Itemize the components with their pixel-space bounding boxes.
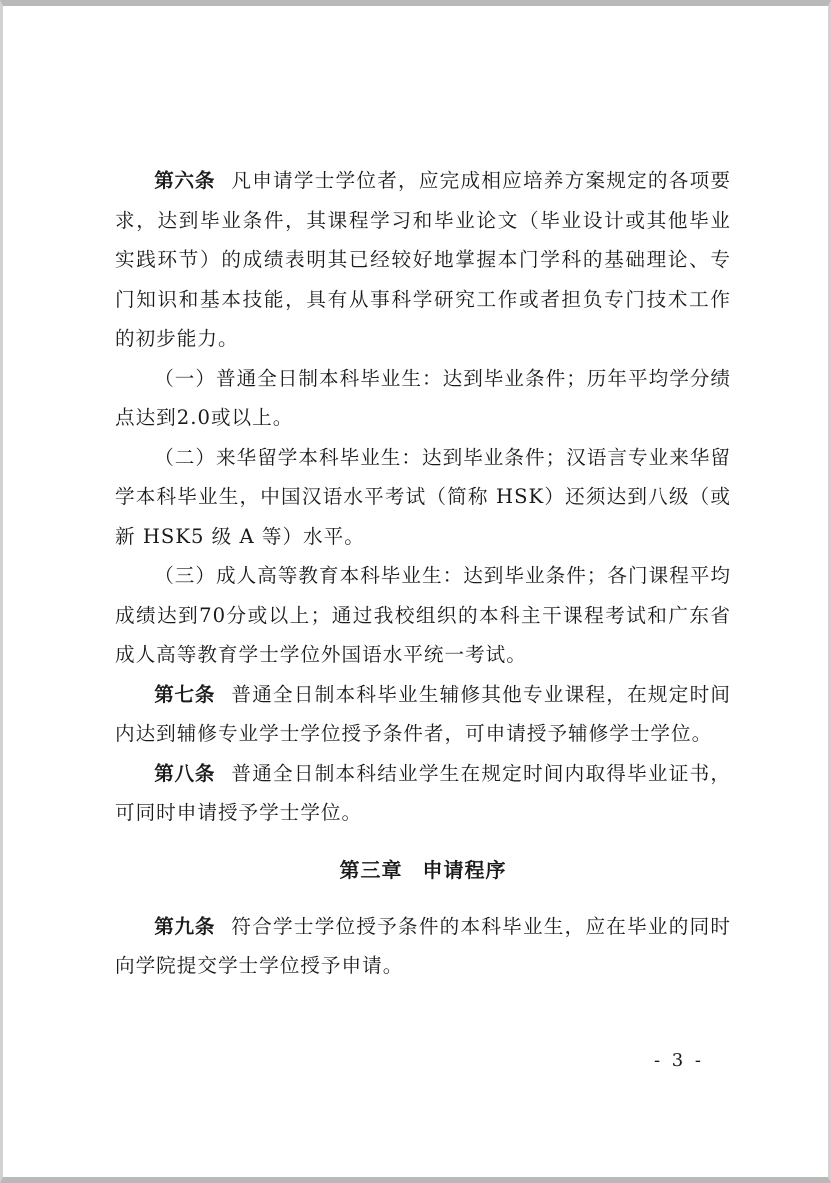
article-8	[115, 754, 731, 833]
article-6	[115, 161, 731, 359]
chapter-title: 申请程序	[422, 857, 507, 882]
article-9-text: 符合学士学位授予条件的本科毕业生，应在毕业的同时向学院提交学士学位授予申请。	[115, 914, 732, 977]
article-7-text: 普通全日制本科毕业生辅修其他专业课程，在规定时间内达到辅修专业学士学位授予条件者，可申请授予辅修学士学位。	[115, 682, 732, 745]
article-9-label: 第九条	[154, 914, 216, 938]
article-6-item-3: （三）成人高等教育本科毕业生：达到毕业条件；各门课程平均成绩达到70分或以上；通过我校组织的本科主干课程考试和广东省成人高等教育学士学位外国语水平统一考试。	[115, 564, 731, 666]
article-6-label: 第六条	[154, 169, 216, 192]
article-7	[115, 675, 731, 754]
article-6-item-2: （二）来华留学本科毕业生：达到毕业条件；汉语言专业来华留学本科毕业生，中国汉语水平考试（简称 HSK）还须达到八级（或新 HSK5 级 A 等）水平。	[115, 445, 731, 548]
article-6-text: 凡申请学士学位者，应完成相应培养方案规定的各项要求，达到毕业条件，其课程学习和毕业论文（毕业设计或其他毕业实践环节）的成绩表明其已经较好地掌握本门学科的基础理论、专门知识和基本技能，具有从事科学研究工作或者担负专门技术工作的初步能力。	[115, 169, 732, 350]
article-8-label: 第八条	[154, 761, 216, 785]
chapter-number: 第三章	[339, 857, 403, 882]
article-8-text: 普通全日制本科结业学生在规定时间内取得毕业证书，可同时申请授予学士学位。	[115, 761, 732, 824]
page-content	[115, 161, 731, 986]
article-7-label: 第七条	[154, 682, 216, 706]
page-number: - 3 -	[653, 1050, 704, 1071]
chapter-heading	[115, 855, 731, 885]
article-6-item-1: （一）普通全日制本科毕业生：达到毕业条件；历年平均学分绩点达到2.0或以上。	[115, 366, 731, 429]
article-9	[115, 907, 731, 986]
